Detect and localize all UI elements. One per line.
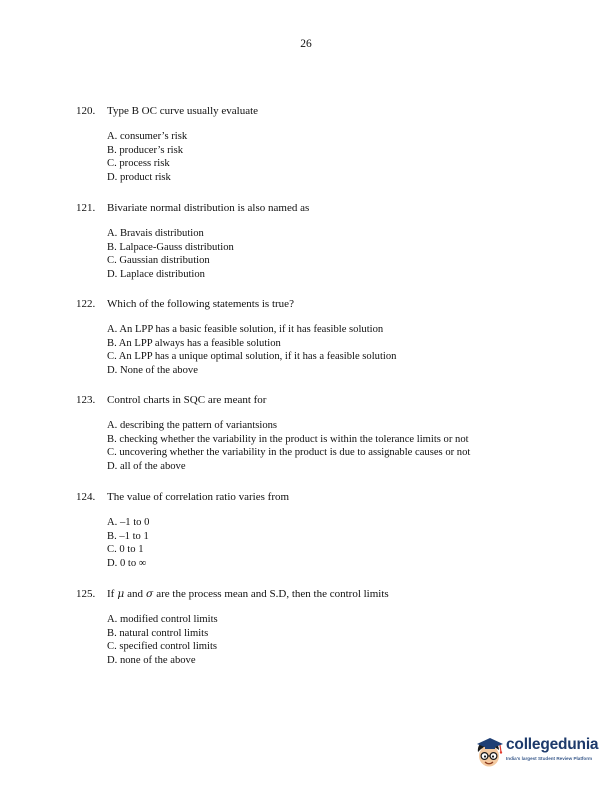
option-list [76, 613, 576, 667]
option-d: D. 0 to ∞ [107, 557, 147, 569]
option-c: C. Gaussian distribution [107, 255, 210, 267]
collegedunia-logo [472, 734, 606, 774]
option-d: D. product risk [107, 171, 171, 183]
option-list [76, 130, 576, 184]
question-124 [76, 490, 576, 570]
page-number: 26 [300, 38, 312, 50]
option-b: B. producer’s risk [107, 144, 184, 156]
option-list [76, 323, 576, 377]
option-b: B. natural control limits [107, 627, 209, 639]
question-stem [76, 393, 576, 407]
question-122 [76, 297, 576, 377]
option-c: C. An LPP has a unique optimal solution, if it has a feasible solution [107, 351, 397, 363]
question-stem [76, 104, 576, 118]
question-stem [76, 490, 576, 504]
question-number: 124. [76, 491, 96, 503]
option-a: A. –1 to 0 [107, 517, 150, 528]
question-text: The value of correlation ratio varies from [107, 491, 290, 503]
mu-symbol: μ [117, 588, 125, 600]
question-stem [76, 201, 576, 215]
option-d: D. none of the above [107, 654, 196, 666]
option-b: B. checking whether the variability in the product is within the tolerance limits or not [107, 433, 469, 445]
option-list [76, 516, 576, 570]
logo-wordmark: collegedunia [506, 736, 599, 753]
question-number: 122. [76, 298, 96, 310]
option-b: B. –1 to 1 [107, 530, 149, 542]
question-121 [76, 201, 576, 281]
graduate-mascot-icon [472, 736, 506, 770]
question-number: 121. [76, 202, 96, 214]
option-b: B. Lalpace-Gauss distribution [107, 241, 234, 253]
option-c: C. process risk [107, 158, 170, 170]
option-d: D. all of the above [107, 460, 186, 472]
option-a: A. describing the pattern of variantsions [107, 420, 278, 431]
question-text: Bivariate normal distribution is also named as [107, 202, 310, 214]
question-text: Control charts in SQC are meant for [107, 394, 267, 406]
question-number: 123. [76, 394, 96, 406]
option-b: B. An LPP always has a feasible solution [107, 337, 281, 349]
question-text-and: and [127, 588, 144, 600]
option-a: A. consumer’s risk [107, 131, 188, 142]
option-c: C. uncovering whether the variability in the product is due to assignable causes or not [107, 447, 471, 459]
question-text-rest: are the process mean and S.D, then the control limits [156, 588, 389, 600]
question-125 [76, 587, 576, 667]
option-list [76, 227, 576, 281]
option-d: D. Laplace distribution [107, 268, 205, 280]
question-number: 120. [76, 105, 96, 117]
question-stem [76, 587, 576, 601]
option-c: C. specified control limits [107, 641, 218, 653]
question-number: 125. [76, 588, 96, 600]
question-123 [76, 393, 576, 473]
question-text: Which of the following statements is true? [107, 298, 294, 310]
question-stem [76, 297, 576, 311]
option-a: A. modified control limits [107, 614, 218, 625]
option-d: D. None of the above [107, 364, 198, 376]
option-c: C. 0 to 1 [107, 544, 144, 556]
option-a: A. Bravais distribution [107, 228, 204, 239]
option-list [76, 419, 576, 473]
question-text: Type B OC curve usually evaluate [107, 105, 259, 117]
question-text-if: If [107, 588, 115, 600]
logo-tagline: India's largest Student Review Platform [506, 756, 593, 761]
question-120 [76, 104, 576, 184]
sigma-symbol: σ [146, 588, 154, 600]
option-a: A. An LPP has a basic feasible solution, if it has feasible solution [107, 324, 384, 335]
